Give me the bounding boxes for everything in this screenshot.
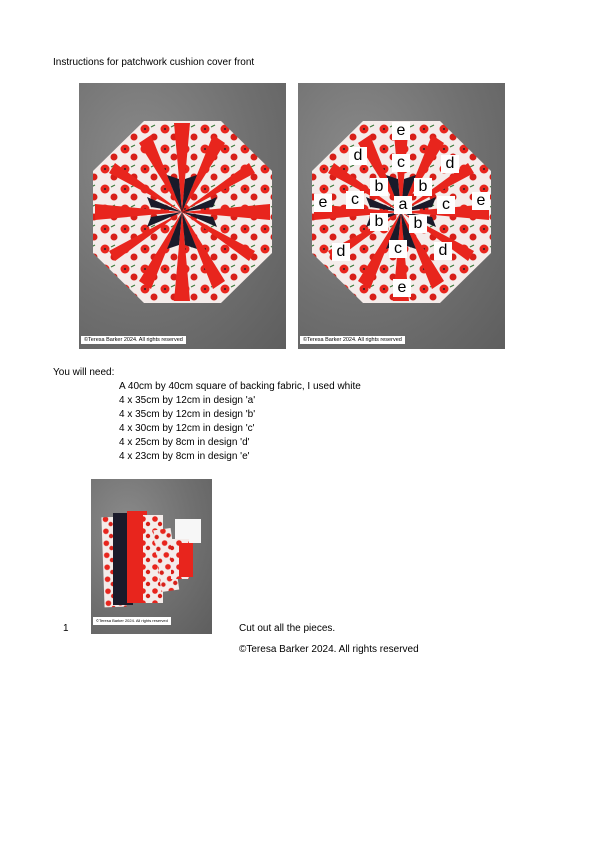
- piece-label-e: e: [393, 279, 411, 297]
- step-text: Cut out all the pieces.: [239, 623, 336, 634]
- page-title: Instructions for patchwork cushion cover front: [53, 57, 255, 68]
- materials-item: 4 x 35cm by 12cm in design 'a': [119, 395, 256, 406]
- piece-label-c: c: [437, 196, 455, 214]
- cushion-photo-plain: [79, 83, 286, 349]
- materials-heading: You will need:: [53, 367, 115, 378]
- piece-label-d: d: [332, 243, 350, 261]
- copyright-notice: ©Teresa Barker 2024. All rights reserved: [239, 644, 419, 655]
- piece-label-b: b: [370, 178, 388, 196]
- piece-label-a: a: [394, 196, 412, 214]
- copyright-watermark: ©Teresa Barker 2024. All rights reserved: [300, 336, 405, 344]
- piece-label-b: b: [409, 215, 427, 233]
- piece-label-c: c: [346, 191, 364, 209]
- cushion-illustration: [79, 83, 286, 349]
- piece-label-b: b: [414, 178, 432, 196]
- piece-label-d: d: [349, 147, 367, 165]
- copyright-watermark: ©Teresa Barker 2024. All rights reserved: [81, 336, 186, 344]
- piece-label-d: d: [434, 242, 452, 260]
- cut-pieces-photo: [91, 479, 212, 634]
- materials-item: 4 x 23cm by 8cm in design 'e': [119, 451, 250, 462]
- step-number: 1: [63, 623, 69, 634]
- piece-label-e: e: [472, 192, 490, 210]
- piece-label-b: b: [370, 213, 388, 231]
- materials-item: 4 x 25cm by 8cm in design 'd': [119, 437, 250, 448]
- cut-pieces-illustration: [91, 479, 212, 634]
- materials-item: A 40cm by 40cm square of backing fabric, I used white: [119, 381, 361, 392]
- copyright-watermark: ©Teresa Barker 2024. All rights reserved: [93, 617, 171, 625]
- cushion-photo-labeled: [298, 83, 505, 349]
- piece-label-d: d: [441, 155, 459, 173]
- materials-item: 4 x 30cm by 12cm in design 'c': [119, 423, 255, 434]
- piece-label-e: e: [314, 194, 332, 212]
- materials-item: 4 x 35cm by 12cm in design 'b': [119, 409, 256, 420]
- piece-label-e: e: [392, 122, 410, 140]
- piece-label-c: c: [392, 154, 410, 172]
- piece-label-c: c: [389, 240, 407, 258]
